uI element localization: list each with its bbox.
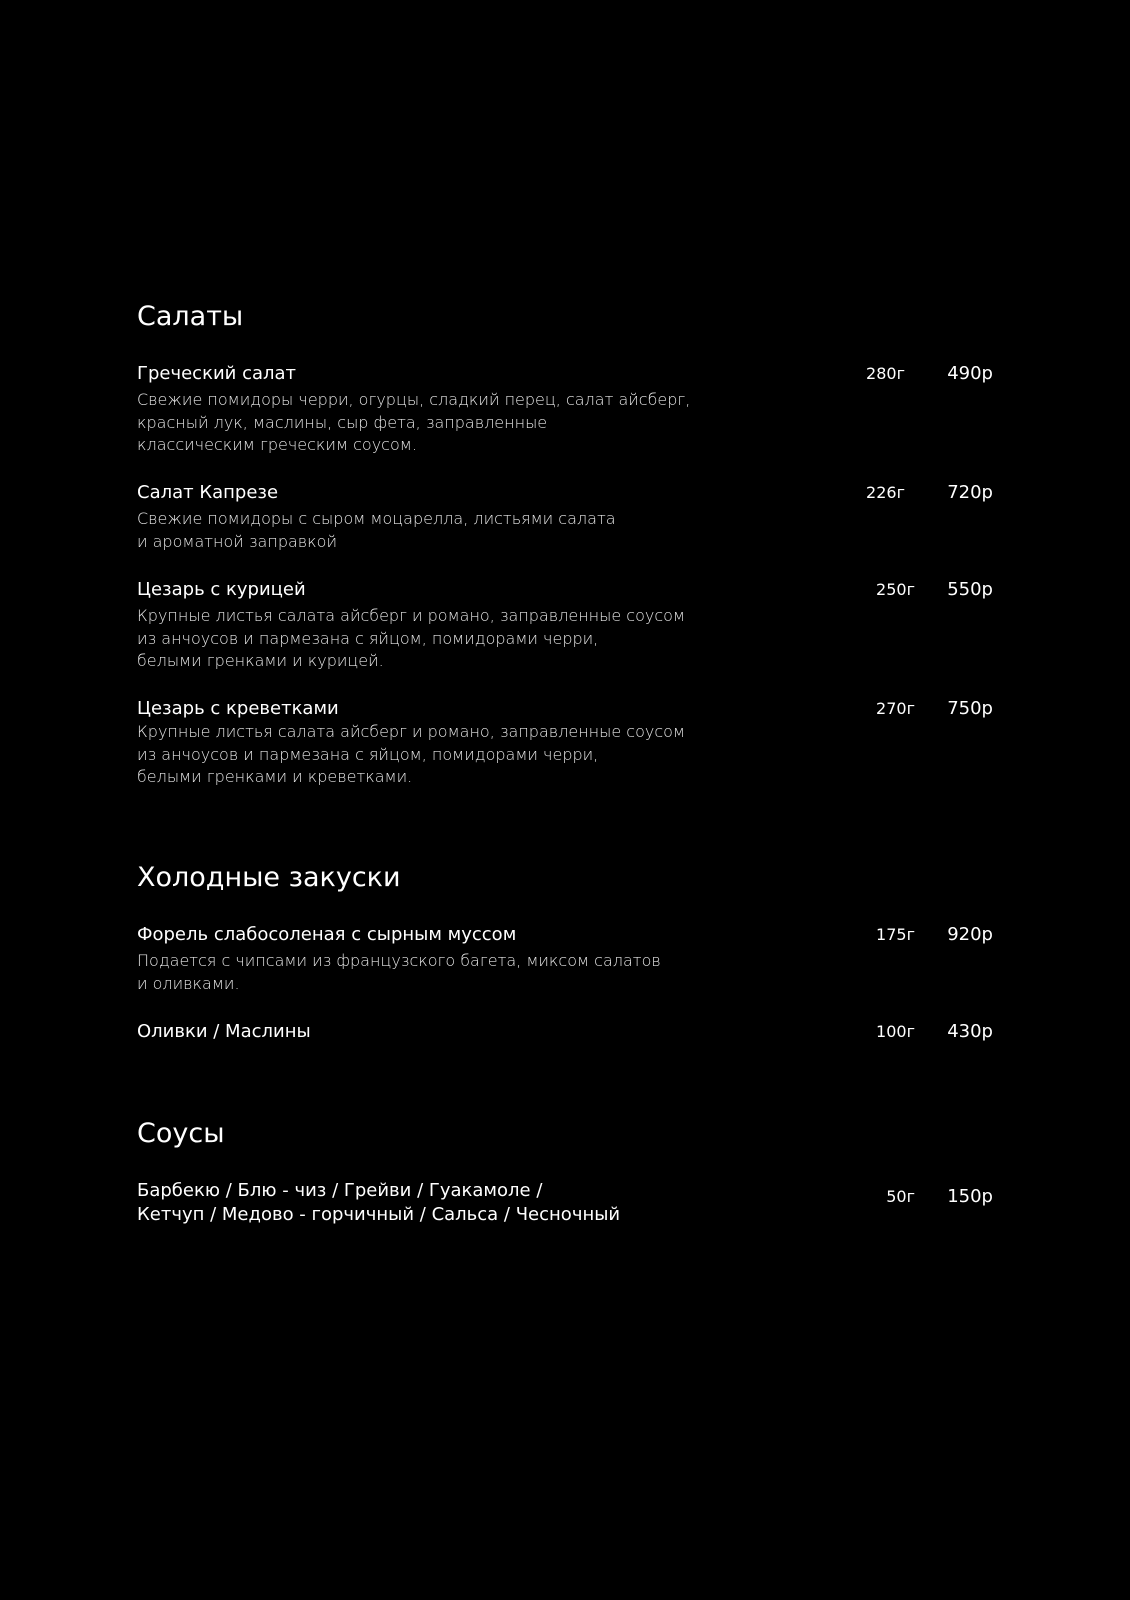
item-name: Салат Капрезе bbox=[137, 482, 279, 503]
item-weight: 270г bbox=[876, 699, 915, 718]
item-name: Греческий салат bbox=[137, 363, 297, 384]
item-weight: 175г bbox=[876, 925, 915, 944]
item-price: 750р bbox=[947, 698, 993, 719]
section-title-cold-appetizers: Холодные закуски bbox=[137, 862, 401, 893]
item-price: 430р bbox=[947, 1021, 993, 1042]
item-name: Барбекю / Блю - чиз / Грейви / Гуакамоле / Кетчуп / Медово - горчичный / Сальса / Чесночный bbox=[137, 1180, 621, 1225]
item-name: Цезарь с креветками bbox=[137, 698, 339, 719]
item-description: Свежие помидоры черри, огурцы, сладкий перец, салат айсберг, красный лук, маслины, сыр фета, заправленные классическим греческим соусом. bbox=[137, 390, 691, 454]
item-price: 150р bbox=[947, 1186, 993, 1207]
item-description: Крупные листья салата айсберг и романо, заправленные соусом из анчоусов и пармезана с яйцом, помидорами черри, белыми гренками и курицей. bbox=[137, 606, 685, 670]
item-weight: 226г bbox=[866, 483, 905, 502]
item-description: Свежие помидоры с сыром моцарелла, листьями салата и ароматной заправкой bbox=[137, 509, 616, 551]
item-weight: 250г bbox=[876, 580, 915, 599]
item-name: Оливки / Маслины bbox=[137, 1021, 311, 1042]
item-weight: 100г bbox=[876, 1022, 915, 1041]
item-name: Форель слабосоленая с сырным муссом bbox=[137, 924, 517, 945]
item-weight: 280г bbox=[866, 364, 905, 383]
section-title-sauces: Соусы bbox=[137, 1118, 225, 1149]
item-description: Подается с чипсами из французского багета, миксом салатов и оливками. bbox=[137, 951, 661, 993]
item-price: 550р bbox=[947, 579, 993, 600]
item-weight: 50г bbox=[886, 1187, 915, 1206]
section-title-salads: Салаты bbox=[137, 301, 244, 332]
item-price: 920р bbox=[947, 924, 993, 945]
item-price: 490р bbox=[947, 363, 993, 384]
item-name: Цезарь с курицей bbox=[137, 579, 306, 600]
item-description: Крупные листья салата айсберг и романо, заправленные соусом из анчоусов и пармезана с яйцом, помидорами черри, белыми гренками и креветками. bbox=[137, 722, 685, 786]
item-price: 720р bbox=[947, 482, 993, 503]
